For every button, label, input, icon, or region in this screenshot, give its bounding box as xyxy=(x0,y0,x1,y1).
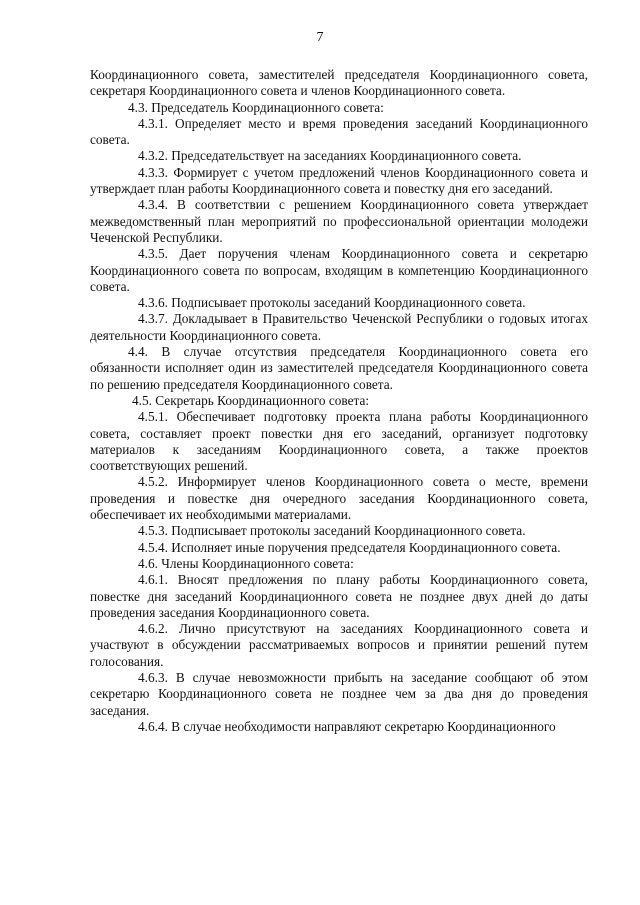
paragraph: 4.6. Члены Координационного совета: xyxy=(138,555,354,571)
paragraph: 4.3.2. Председательствует на заседаниях Координационного совета. xyxy=(138,148,522,164)
paragraph: 4.3.1. Определяет место и время проведения заседаний Координационного совета. xyxy=(90,115,588,148)
paragraph: 4.3.5. Дает поручения членам Координационного совета и секретарю Координационного совета по вопросам, входящим в компетенцию Координационного совета. xyxy=(90,246,588,294)
paragraph: 4.5. Секретарь Координационного совета: xyxy=(132,392,370,408)
paragraph: Координационного совета, заместителей председателя Координационного совета, секретаря Координационного совета и членов Координационного совета. xyxy=(90,67,588,99)
paragraph: 4.6.4. В случае необходимости направляют секретарю Координационного xyxy=(138,718,556,734)
page-number: 7 xyxy=(316,30,324,45)
paragraph: 4.6.3. В случае невозможности прибыть на заседание сообщают об этом секретарю Координационного совета не позднее чем за два дня до проведения заседания. xyxy=(90,669,588,718)
paragraph: 4.3. Председатель Координационного совета: xyxy=(128,99,384,115)
document-body xyxy=(90,67,588,735)
paragraph: 4.5.4. Исполняет иные поручения председателя Координационного совета. xyxy=(138,539,561,555)
paragraph: 4.6.1. Вносят предложения по плану работы Координационного совета, повестке дня заседаний Координационного совета не позднее двух дней до даты проведения заседания Координационного совета. xyxy=(90,572,588,620)
paragraph: 4.3.4. В соответствии с решением Координационного совета утверждает межведомственный план мероприятий по профессиональной ориентации молодежи Чеченской Республики. xyxy=(90,197,588,245)
paragraph: 4.6.2. Лично присутствуют на заседаниях Координационного совета и участвуют в обсуждении рассматриваемых вопросов и принятии решений путем голосования. xyxy=(90,621,588,669)
paragraph: 4.5.3. Подписывает протоколы заседаний Координационного совета. xyxy=(138,523,526,539)
paragraph: 4.3.3. Формирует с учетом предложений членов Координационного совета и утверждает план работы Координационного совета и повестку дня его заседаний. xyxy=(90,164,588,197)
paragraph: 4.5.2. Информирует членов Координационного совета о месте, времени проведения и повестке дня очередного заседания Координационного совета, обеспечивает их необходимыми материалами. xyxy=(90,474,588,523)
paragraph: 4.3.6. Подписывает протоколы заседаний Координационного совета. xyxy=(138,295,526,311)
paragraph: 4.3.7. Докладывает в Правительство Чеченской Республики о годовых итогах деятельности Координационного совета. xyxy=(90,311,588,343)
paragraph: 4.4. В случае отсутствия председателя Координационного совета его обязанности исполняет один из заместителей председателя Координационного совета по решению председателя Координационного совета. xyxy=(90,344,588,392)
paragraph: 4.5.1. Обеспечивает подготовку проекта плана работы Координационного совета, составляет проект повестки дня его заседаний, организует подготовку материалов к заседаниям Координационного совета, а также проектов соответствующих решений. xyxy=(90,409,588,474)
